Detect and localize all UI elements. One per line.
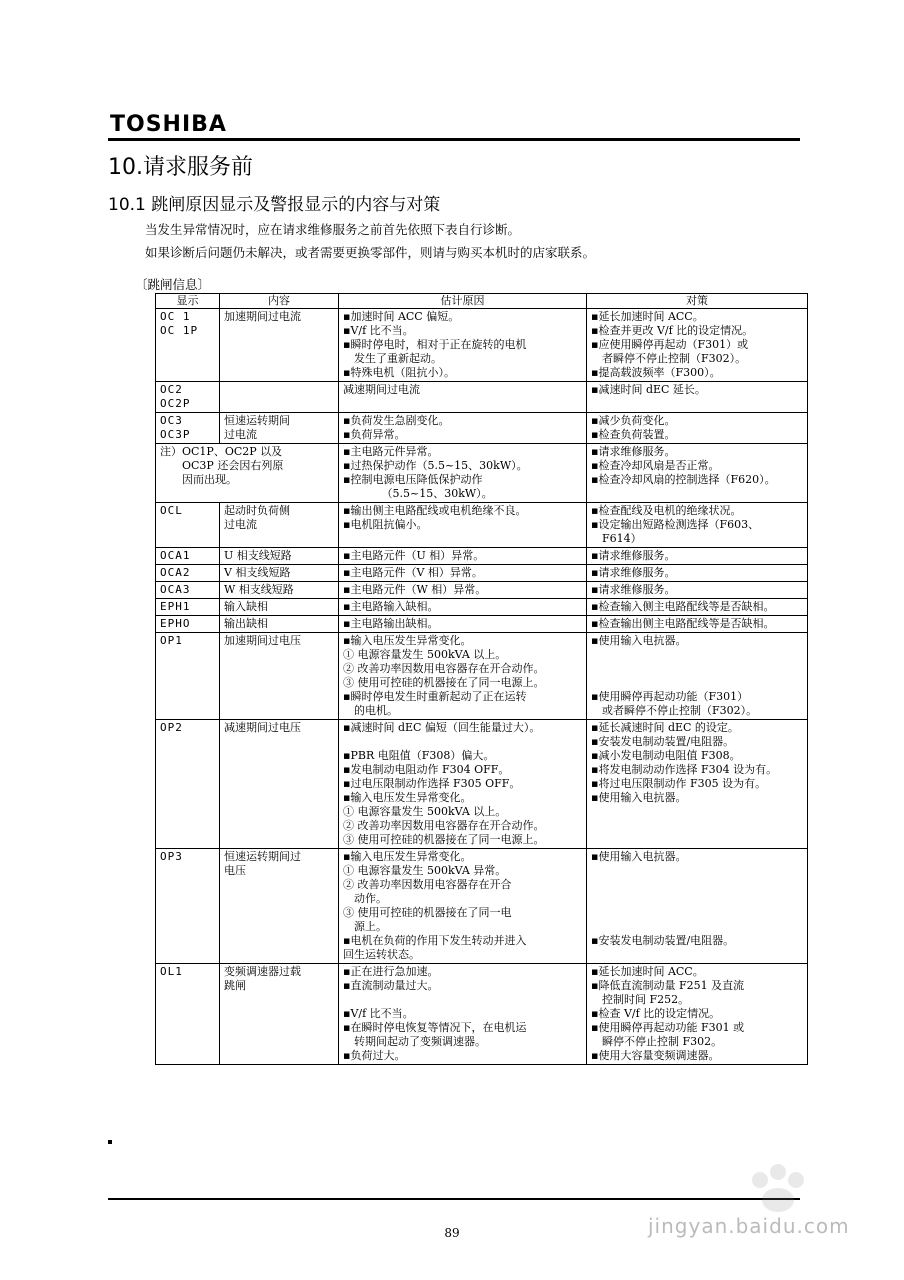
cause-cell	[339, 720, 587, 849]
code-cell	[156, 382, 220, 413]
section-title: 10.1 跳闸原因显示及警报显示的内容与对策	[108, 195, 441, 215]
cause-cell-line: ▪主电路元件（V 相）异常。	[343, 566, 483, 579]
measure-cell-line	[591, 648, 803, 662]
measure-cell	[587, 633, 808, 720]
cause-cell-line: ③ 使用可控硅的机器接在了同一电	[343, 906, 512, 919]
code-cell	[156, 633, 220, 720]
cause-cell-line: ▪瞬时停电发生时重新起动了正在运转	[343, 690, 527, 703]
content-cell	[220, 503, 339, 548]
code-cell	[156, 964, 220, 1065]
content-cell	[220, 720, 339, 849]
code-cell	[156, 413, 220, 444]
content-cell-line: 加速期间过电压	[224, 634, 301, 647]
cause-cell-line: ▪PBR 电阻值（F308）偏大。	[343, 749, 495, 762]
cause-cell-line: 源上。	[343, 920, 387, 933]
content-cell	[220, 849, 339, 964]
cause-cell	[339, 633, 587, 720]
measure-cell-line: 瞬停不停止控制 F302。	[591, 1035, 723, 1048]
cause-cell-line: 动作。	[343, 892, 387, 905]
cause-cell-line: ▪过热保护动作（5.5~15、30kW）。	[343, 459, 528, 472]
content-cell-line: 过电流	[224, 428, 257, 441]
content-cell-line: 输出缺相	[224, 617, 268, 630]
measure-cell-line: ▪设定输出短路检测选择（F603、	[591, 518, 760, 531]
table-row	[156, 964, 808, 1065]
code-cell-line: OP1	[160, 634, 183, 647]
intro-line: 当发生异常情况时，应在请求维修服务之前首先依照下表自行诊断。	[145, 222, 521, 237]
measure-cell	[587, 548, 808, 565]
note-cell-line: 因而出现。	[160, 473, 237, 486]
cause-cell-line: ▪特殊电机（阻抗小）。	[343, 366, 455, 379]
measure-cell	[587, 582, 808, 599]
code-cell-line: EPH1	[160, 600, 191, 613]
measure-cell-line: ▪检查输入侧主电路配线等是否缺相。	[591, 600, 775, 613]
content-cell-line: 恒速运转期间过	[224, 850, 301, 863]
cause-cell-line: 的电机。	[343, 704, 398, 717]
measure-cell	[587, 720, 808, 849]
measure-cell	[587, 964, 808, 1065]
col-header-display: 显示	[156, 294, 220, 309]
cause-cell-line: ▪过电压限制动作选择 F305 OFF。	[343, 777, 521, 790]
header-rule	[108, 138, 800, 141]
code-cell-line: OC 1	[160, 310, 191, 323]
cause-cell-line: ② 改善功率因数用电容器存在开合动作。	[343, 819, 545, 832]
cause-cell-line: ③ 使用可控硅的机器接在了同一电源上。	[343, 833, 545, 846]
measure-cell	[587, 565, 808, 582]
cause-cell-line: ② 改善功率因数用电容器存在开合	[343, 878, 512, 891]
cause-cell	[339, 616, 587, 633]
content-cell-line: 电压	[224, 864, 246, 877]
measure-cell-line	[591, 864, 803, 878]
table-row	[156, 444, 808, 503]
measure-cell	[587, 413, 808, 444]
measure-cell-line: ▪安装发电制动装置/电阻器。	[591, 934, 735, 947]
content-cell	[220, 616, 339, 633]
cause-cell-line: ▪输入电压发生异常变化。	[343, 850, 472, 863]
content-cell	[220, 582, 339, 599]
measure-cell-line: ▪使用瞬停再起动功能 F301 或	[591, 1021, 745, 1034]
code-cell-line: OC3	[160, 414, 183, 427]
cause-cell-line: ▪负荷发生急剧变化。	[343, 414, 450, 427]
measure-cell-line: ▪检查 V/f 比的设定情况。	[591, 1007, 721, 1020]
measure-cell-line: ▪使用输入电抗器。	[591, 634, 687, 647]
measure-cell-line: ▪检查冷却风扇的控制选择（F620）。	[591, 473, 776, 486]
measure-cell-line: ▪请求维修服务。	[591, 566, 676, 579]
measure-cell	[587, 599, 808, 616]
cause-cell-line: ▪主电路元件（W 相）异常。	[343, 583, 487, 596]
code-cell-line: OP2	[160, 721, 183, 734]
cause-cell-line: ▪控制电源电压降低保护动作	[343, 473, 483, 486]
cause-cell	[339, 849, 587, 964]
measure-cell-line: ▪延长减速时间 dEC 的设定。	[591, 721, 739, 734]
cause-cell-line: 减速期间过电流	[343, 383, 420, 396]
table-row	[156, 633, 808, 720]
table-row	[156, 582, 808, 599]
measure-cell-line: ▪延长加速时间 ACC。	[591, 965, 704, 978]
col-header-content: 内容	[220, 294, 339, 309]
table-row	[156, 565, 808, 582]
content-cell-line: 输入缺相	[224, 600, 268, 613]
cause-cell	[339, 382, 587, 413]
measure-cell-line: ▪使用输入电抗器。	[591, 850, 687, 863]
content-cell	[220, 964, 339, 1065]
watermark-text: jingyan.baidu.com	[648, 1214, 850, 1238]
note-cell-line: 注）OC1P、OC2P 以及	[160, 445, 283, 458]
page-title: 10.请求服务前	[108, 155, 253, 180]
measure-cell-line: ▪检查输出侧主电路配线等是否缺相。	[591, 617, 775, 630]
code-cell	[156, 503, 220, 548]
measure-cell-line: ▪减小发电制动电阻值 F308。	[591, 749, 741, 762]
measure-cell-line: ▪将过电压限制动作 F305 设为有。	[591, 777, 767, 790]
content-cell-line: 过电流	[224, 518, 257, 531]
content-cell-line: 变频调速器过载	[224, 965, 301, 978]
cause-cell-line: ① 电源容量发生 500kVA 异常。	[343, 864, 507, 877]
code-cell-line: OC2	[160, 383, 183, 396]
measure-cell	[587, 382, 808, 413]
code-cell-line: OC3P	[160, 428, 191, 441]
measure-cell-line: F614）	[591, 532, 642, 545]
code-cell-line: OCA1	[160, 549, 191, 562]
content-cell	[220, 548, 339, 565]
bullet-mark	[108, 1140, 112, 1144]
cause-cell-line: ① 电源容量发生 500kVA 以上。	[343, 805, 507, 818]
content-cell-line: U 相支线短路	[224, 549, 292, 562]
measure-cell-line	[591, 906, 803, 920]
cause-cell-line: ▪加速时间 ACC 偏短。	[343, 310, 460, 323]
measure-cell	[587, 849, 808, 964]
code-cell	[156, 599, 220, 616]
measure-cell-line: ▪使用输入电抗器。	[591, 791, 687, 804]
cause-cell	[339, 964, 587, 1065]
cause-cell	[339, 565, 587, 582]
content-cell	[220, 413, 339, 444]
code-cell-line: OL1	[160, 965, 183, 978]
measure-cell-line	[591, 662, 803, 676]
intro-line: 如果诊断后问题仍未解决，或者需要更换零部件，则请与购买本机时的店家联系。	[145, 245, 596, 260]
cause-cell	[339, 599, 587, 616]
code-cell-line: OCL	[160, 504, 183, 517]
cause-cell-line: ① 电源容量发生 500kVA 以上。	[343, 648, 507, 661]
cause-cell-line: ▪V/f 比不当。	[343, 324, 414, 337]
col-header-measure: 对策	[587, 294, 808, 309]
code-cell-line: OC2P	[160, 397, 191, 410]
measure-cell-line: ▪减速时间 dEC 延长。	[591, 383, 706, 396]
content-cell-line: 减速期间过电压	[224, 721, 301, 734]
cause-cell-line: ▪V/f 比不当。	[343, 1007, 414, 1020]
code-cell-line: OCA2	[160, 566, 191, 579]
measure-cell-line	[591, 892, 803, 906]
measure-cell-line: ▪应使用瞬停再起动（F301）或	[591, 338, 749, 351]
code-cell-line: EPHO	[160, 617, 191, 630]
measure-cell-line: ▪检查并更改 V/f 比的设定情况。	[591, 324, 754, 337]
code-cell-line: OC 1P	[160, 324, 199, 337]
measure-cell-line: ▪提高载波频率（F300）。	[591, 366, 721, 379]
table-header-row	[156, 294, 808, 309]
cause-cell-line: ▪电机阻抗偏小。	[343, 518, 428, 531]
measure-cell-line: ▪降低直流制动量 F251 及直流	[591, 979, 745, 992]
cause-cell-line: ▪主电路元件异常。	[343, 445, 439, 458]
cause-cell-line: ▪输出侧主电路配线或电机绝缘不良。	[343, 504, 527, 517]
measure-cell-line: 控制时间 F252。	[591, 993, 690, 1006]
measure-cell-line	[591, 676, 803, 690]
measure-cell-line: ▪减少负荷变化。	[591, 414, 676, 427]
cause-cell-line: ▪负荷过大。	[343, 1049, 406, 1062]
cause-cell-line: ▪输入电压发生异常变化。	[343, 634, 472, 647]
cause-cell-line: ▪负荷异常。	[343, 428, 406, 441]
measure-cell-line: ▪使用瞬停再起动功能（F301）	[591, 690, 749, 703]
measure-cell-line: ▪请求维修服务。	[591, 583, 676, 596]
content-cell	[220, 565, 339, 582]
code-cell	[156, 616, 220, 633]
content-cell-line: W 相支线短路	[224, 583, 294, 596]
cause-cell-line	[343, 735, 582, 749]
table-row	[156, 720, 808, 849]
cause-cell	[339, 503, 587, 548]
measure-cell	[587, 444, 808, 503]
cause-cell-line: ▪减速时间 dEC 偏短（回生能量过大）。	[343, 721, 541, 734]
measure-cell-line: 或者瞬停不停止控制（F302）。	[591, 704, 758, 717]
cause-cell-line: ▪正在进行急加速。	[343, 965, 439, 978]
cause-cell	[339, 413, 587, 444]
page-number: 89	[444, 1226, 460, 1240]
cause-cell-line: ▪电机在负荷的作用下发生转动并进入	[343, 934, 527, 947]
measure-cell-line: ▪延长加速时间 ACC。	[591, 310, 704, 323]
cause-cell-line: 转期间起动了变频调速器。	[343, 1035, 486, 1048]
cause-cell-line: ▪发电制动电阻动作 F304 OFF。	[343, 763, 510, 776]
cause-cell-line: ▪主电路元件（U 相）异常。	[343, 549, 485, 562]
measure-cell-line: ▪检查负荷装置。	[591, 428, 676, 441]
col-header-cause: 估计原因	[339, 294, 587, 309]
code-cell	[156, 548, 220, 565]
cause-cell-line: ▪主电路输出缺相。	[343, 617, 439, 630]
cause-cell	[339, 548, 587, 565]
code-cell	[156, 720, 220, 849]
table-row	[156, 382, 808, 413]
brand-logo: TOSHIBA	[110, 112, 227, 137]
measure-cell	[587, 616, 808, 633]
table-row	[156, 413, 808, 444]
cause-cell	[339, 444, 587, 503]
content-cell-line: 起动时负荷侧	[224, 504, 290, 517]
cause-cell-line	[343, 993, 582, 1007]
measure-cell-line: ▪安装发电制动装置/电阻器。	[591, 735, 735, 748]
cause-cell-line: （5.5~15、30kW）。	[343, 487, 493, 500]
cause-cell	[339, 582, 587, 599]
table-row	[156, 309, 808, 382]
cause-cell	[339, 309, 587, 382]
measure-cell-line	[591, 878, 803, 892]
measure-cell-line: ▪请求维修服务。	[591, 445, 676, 458]
cause-cell-line: ▪在瞬时停电恢复等情况下，在电机运	[343, 1021, 527, 1034]
content-cell	[220, 599, 339, 616]
content-cell-line: 跳闸	[224, 979, 246, 992]
measure-cell	[587, 503, 808, 548]
note-cell	[156, 444, 339, 503]
table-row	[156, 548, 808, 565]
content-cell	[220, 382, 339, 413]
cause-cell-line: 发生了重新起动。	[343, 352, 442, 365]
code-cell	[156, 565, 220, 582]
content-cell-line: 加速期间过电流	[224, 310, 301, 323]
content-cell	[220, 309, 339, 382]
cause-cell-line: ▪直流制动量过大。	[343, 979, 439, 992]
cause-cell-line: 回生运转状态。	[343, 948, 420, 961]
table-row	[156, 616, 808, 633]
code-cell-line: OP3	[160, 850, 183, 863]
measure-cell-line: ▪将发电制动动作选择 F304 设为有。	[591, 763, 778, 776]
measure-cell-line: ▪检查配线及电机的绝缘状况。	[591, 504, 742, 517]
cause-cell-line: ▪瞬时停电时，相对于正在旋转的电机	[343, 338, 527, 351]
cause-cell-line: ③ 使用可控硅的机器接在了同一电源上。	[343, 676, 545, 689]
cause-cell-line: ▪主电路输入缺相。	[343, 600, 439, 613]
content-cell	[220, 633, 339, 720]
measure-cell-line: ▪检查冷却风扇是否正常。	[591, 459, 720, 472]
code-cell	[156, 582, 220, 599]
note-cell-line: OC3P 还会因右列原	[160, 459, 284, 472]
measure-cell-line: 者瞬停不停止控制（F302）。	[591, 352, 747, 365]
cause-cell-line: ▪输入电压发生异常变化。	[343, 791, 472, 804]
measure-cell-line: ▪使用大容量变频调速器。	[591, 1049, 720, 1062]
measure-cell-line: ▪请求维修服务。	[591, 549, 676, 562]
cause-cell-line: ② 改善功率因数用电容器存在开合动作。	[343, 662, 545, 675]
measure-cell-line	[591, 920, 803, 934]
content-cell-line: 恒速运转期间	[224, 414, 290, 427]
code-cell-line: OCA3	[160, 583, 191, 596]
table-row	[156, 503, 808, 548]
section-label: 〔跳闸信息〕	[135, 277, 211, 292]
fault-table	[155, 293, 808, 1065]
table-row	[156, 599, 808, 616]
code-cell	[156, 849, 220, 964]
table-row	[156, 849, 808, 964]
measure-cell	[587, 309, 808, 382]
code-cell	[156, 309, 220, 382]
content-cell-line: V 相支线短路	[224, 566, 291, 579]
